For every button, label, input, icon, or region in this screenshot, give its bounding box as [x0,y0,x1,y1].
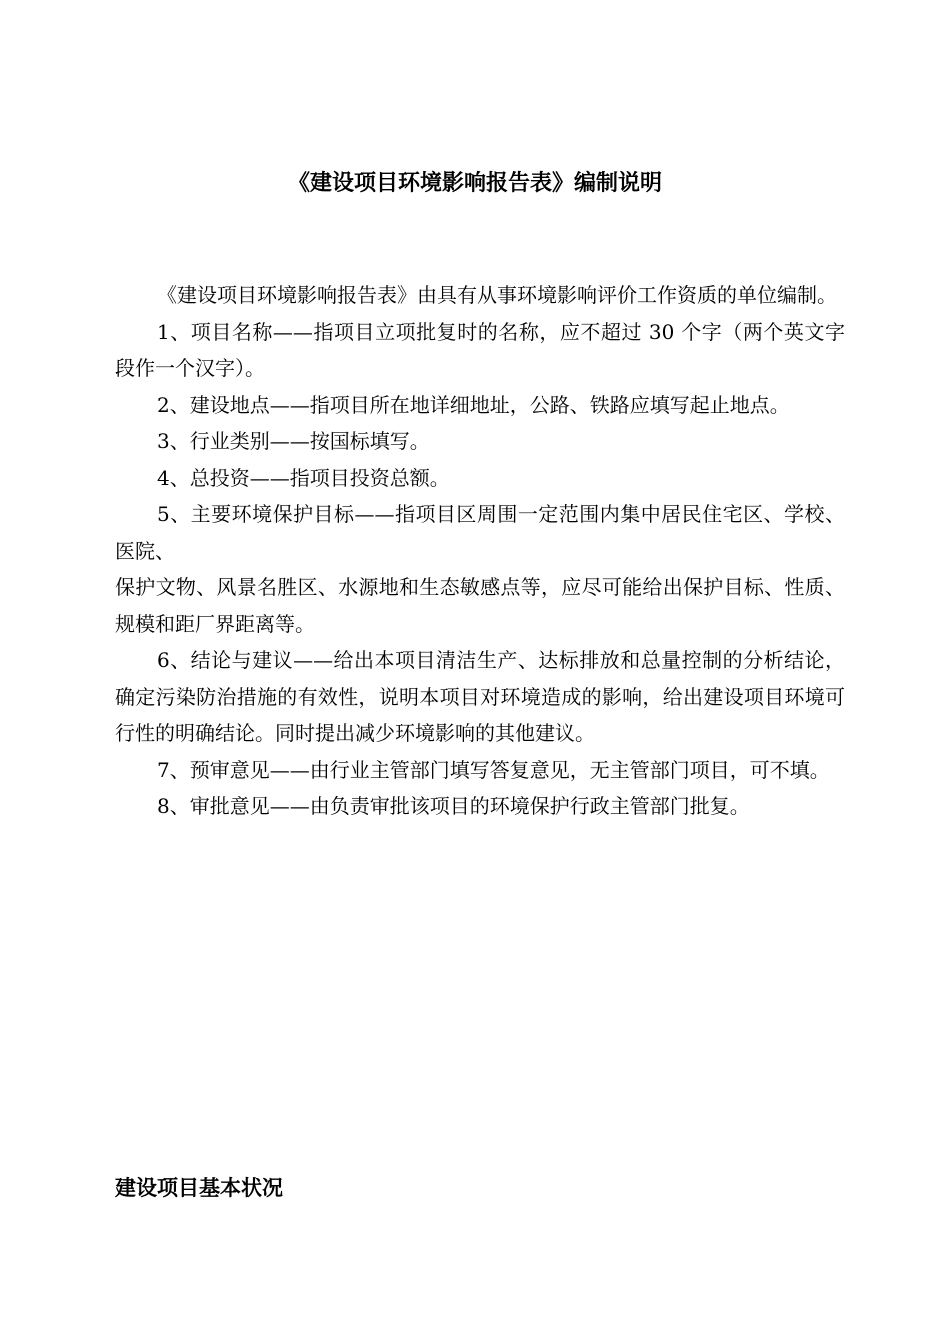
item-location: 2、建设地点——指项目所在地详细地址，公路、铁路应填写起止地点。 [157,392,790,417]
item-protection-targets: 5、主要环境保护目标——指项目区周围一定范围内集中居民住宅区、学校、医院、 [115,502,845,563]
item-total-investment: 4、总投资——指项目投资总额。 [157,465,450,490]
item-conclusions: 6、结论与建议——给出本项目清洁生产、达标排放和总量控制的分析结论，确定污染防治措施的有效性，说明本项目对环境造成的影响，给出建设项目环境可行性的明确结论。同时提出减少环境影响的其他建议。 [115,648,845,745]
section-heading-basic-info: 建设项目基本状况 [115,1176,283,1200]
item-protection-targets-continued: 保护文物、风景名胜区、水源地和生态敏感点等，应尽可能给出保护目标、性质、规模和距厂界距离等。 [115,575,845,636]
document-title: 《建设项目环境影响报告表》编制说明 [287,171,662,196]
item-project-name: 1、项目名称——指项目立项批复时的名称，应不超过 30 个字（两个英文字段作一个汉字）。 [115,319,845,380]
instructions-body [115,277,845,825]
item-approval-opinion: 8、审批意见——由负责审批该项目的环境保护行政主管部门批复。 [157,794,750,818]
item-preliminary-review: 7、预审意见——由行业主管部门填写答复意见，无主管部门项目，可不填。 [157,757,830,782]
item-industry-category: 3、行业类别——按国标填写。 [157,429,430,453]
intro-paragraph: 《建设项目环境影响报告表》由具有从事环境影响评价工作资质的单位编制。 [157,283,837,307]
